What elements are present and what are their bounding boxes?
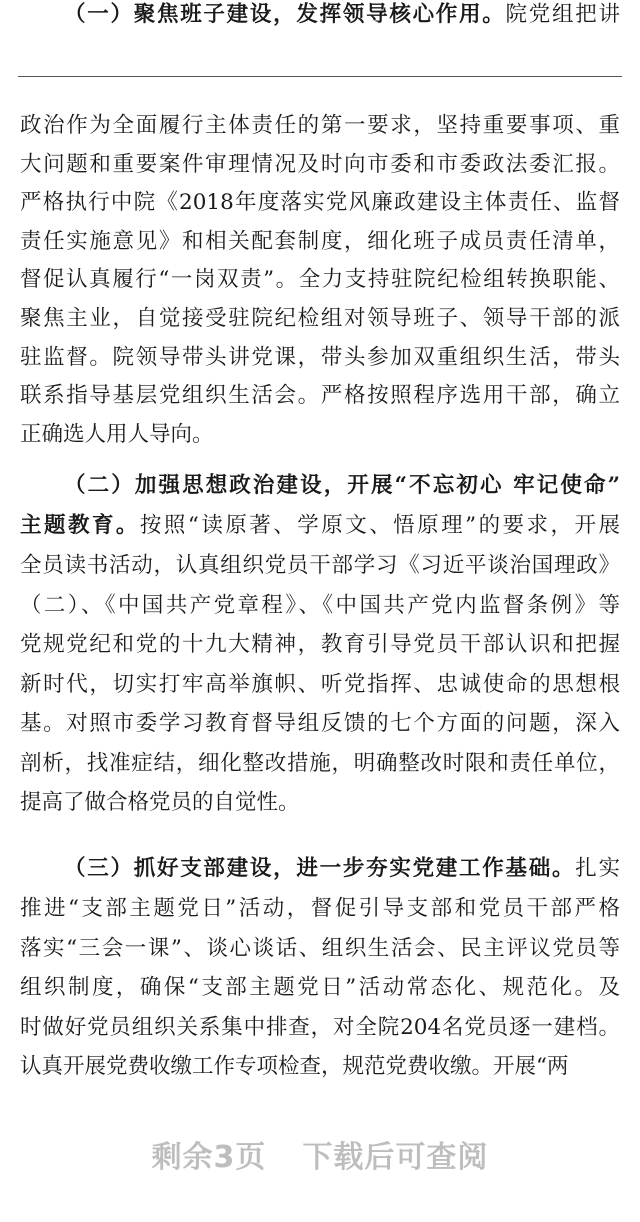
text-line: 政治作为全面履行主体责任的第一要求，坚持重要事项、重	[20, 113, 620, 138]
text-line: 基。对照市委学习教育督导组反馈的七个方面的问题，深入	[20, 711, 620, 736]
section2-heading-line1: （二）加强思想政治建设，开展“不忘初心 牢记使命”	[64, 473, 620, 498]
text-line: 严格执行中院《2018年度落实党风廉政建设主体责任、监督	[20, 190, 620, 216]
text-line: 大问题和重要案件审理情况及时向市委和市委政法委汇报。	[20, 151, 620, 177]
text-line: 聚焦主业，自觉接受驻院纪检组对领导班子、领导干部的派	[20, 306, 620, 331]
text-line: 督促认真履行“一岗双责”。全力支持驻院纪检组转换职能、	[20, 267, 620, 293]
text-line: 落实“三会一课”、谈心谈话、组织生活会、民主评议党员等	[20, 935, 620, 961]
page-break-divider	[18, 76, 622, 77]
section2-heading-end: 主题教育。	[20, 513, 140, 538]
text-line: 提高了做合格党员的自觉性。	[20, 790, 300, 815]
download-to-view-label: 下载后可查阅	[302, 1140, 489, 1175]
text-line: 剖析，找准症结，细化整改措施，明确整改时限和责任单位，	[20, 750, 620, 776]
section2-heading-tail: 按照“读原著、学原文、悟原理”的要求，开展	[139, 513, 620, 538]
text-line: 时做好党员组织关系集中排查，对全院204名党员逐一建档。	[20, 1014, 620, 1040]
text-line: 组织制度，确保“支部主题党日”活动常态化、规范化。及	[20, 975, 620, 1000]
section1-heading-tail: 院党组把讲	[505, 2, 620, 27]
text-line: 新时代，切实打牢高举旗帜、听党指挥、忠诚使命的思想根	[20, 671, 620, 697]
text-line: 联系指导基层党组织生活会。严格按照程序选用干部，确立	[20, 383, 620, 409]
section3-heading-line	[64, 854, 620, 884]
text-line: 责任实施意见》和相关配套制度，细化班子成员责任清单，	[20, 228, 620, 254]
download-prompt[interactable]	[0, 1138, 640, 1178]
text-line: 全员读书活动，认真组织党员干部学习《习近平谈治国理政》	[20, 553, 620, 578]
remaining-pages-label: 剩余3页	[151, 1140, 267, 1175]
text-line: （二）、《中国共产党章程》、《中国共产党内监督条例》等	[20, 592, 620, 618]
section3-heading: （三）抓好支部建设，进一步夯实党建工作基础。	[64, 856, 576, 881]
text-line: 党规党纪和党的十九大精神，教育引导党员干部认识和把握	[20, 632, 620, 657]
text-line: 认真开展党费收缴工作专项检查，规范党费收缴。开展“两	[20, 1054, 569, 1079]
text-line: 推进“支部主题党日”活动，督促引导支部和党员干部严格	[20, 896, 620, 921]
section1-heading-line	[64, 0, 620, 30]
section2-heading-line2	[20, 511, 620, 541]
section1-heading: （一）聚焦班子建设，发挥领导核心作用。	[64, 2, 506, 27]
text-line: 正确选人用人导向。	[20, 421, 214, 447]
section3-heading-tail: 扎实	[575, 856, 620, 881]
text-line: 驻监督。院领导带头讲党课，带头参加双重组织生活，带头	[20, 344, 620, 370]
